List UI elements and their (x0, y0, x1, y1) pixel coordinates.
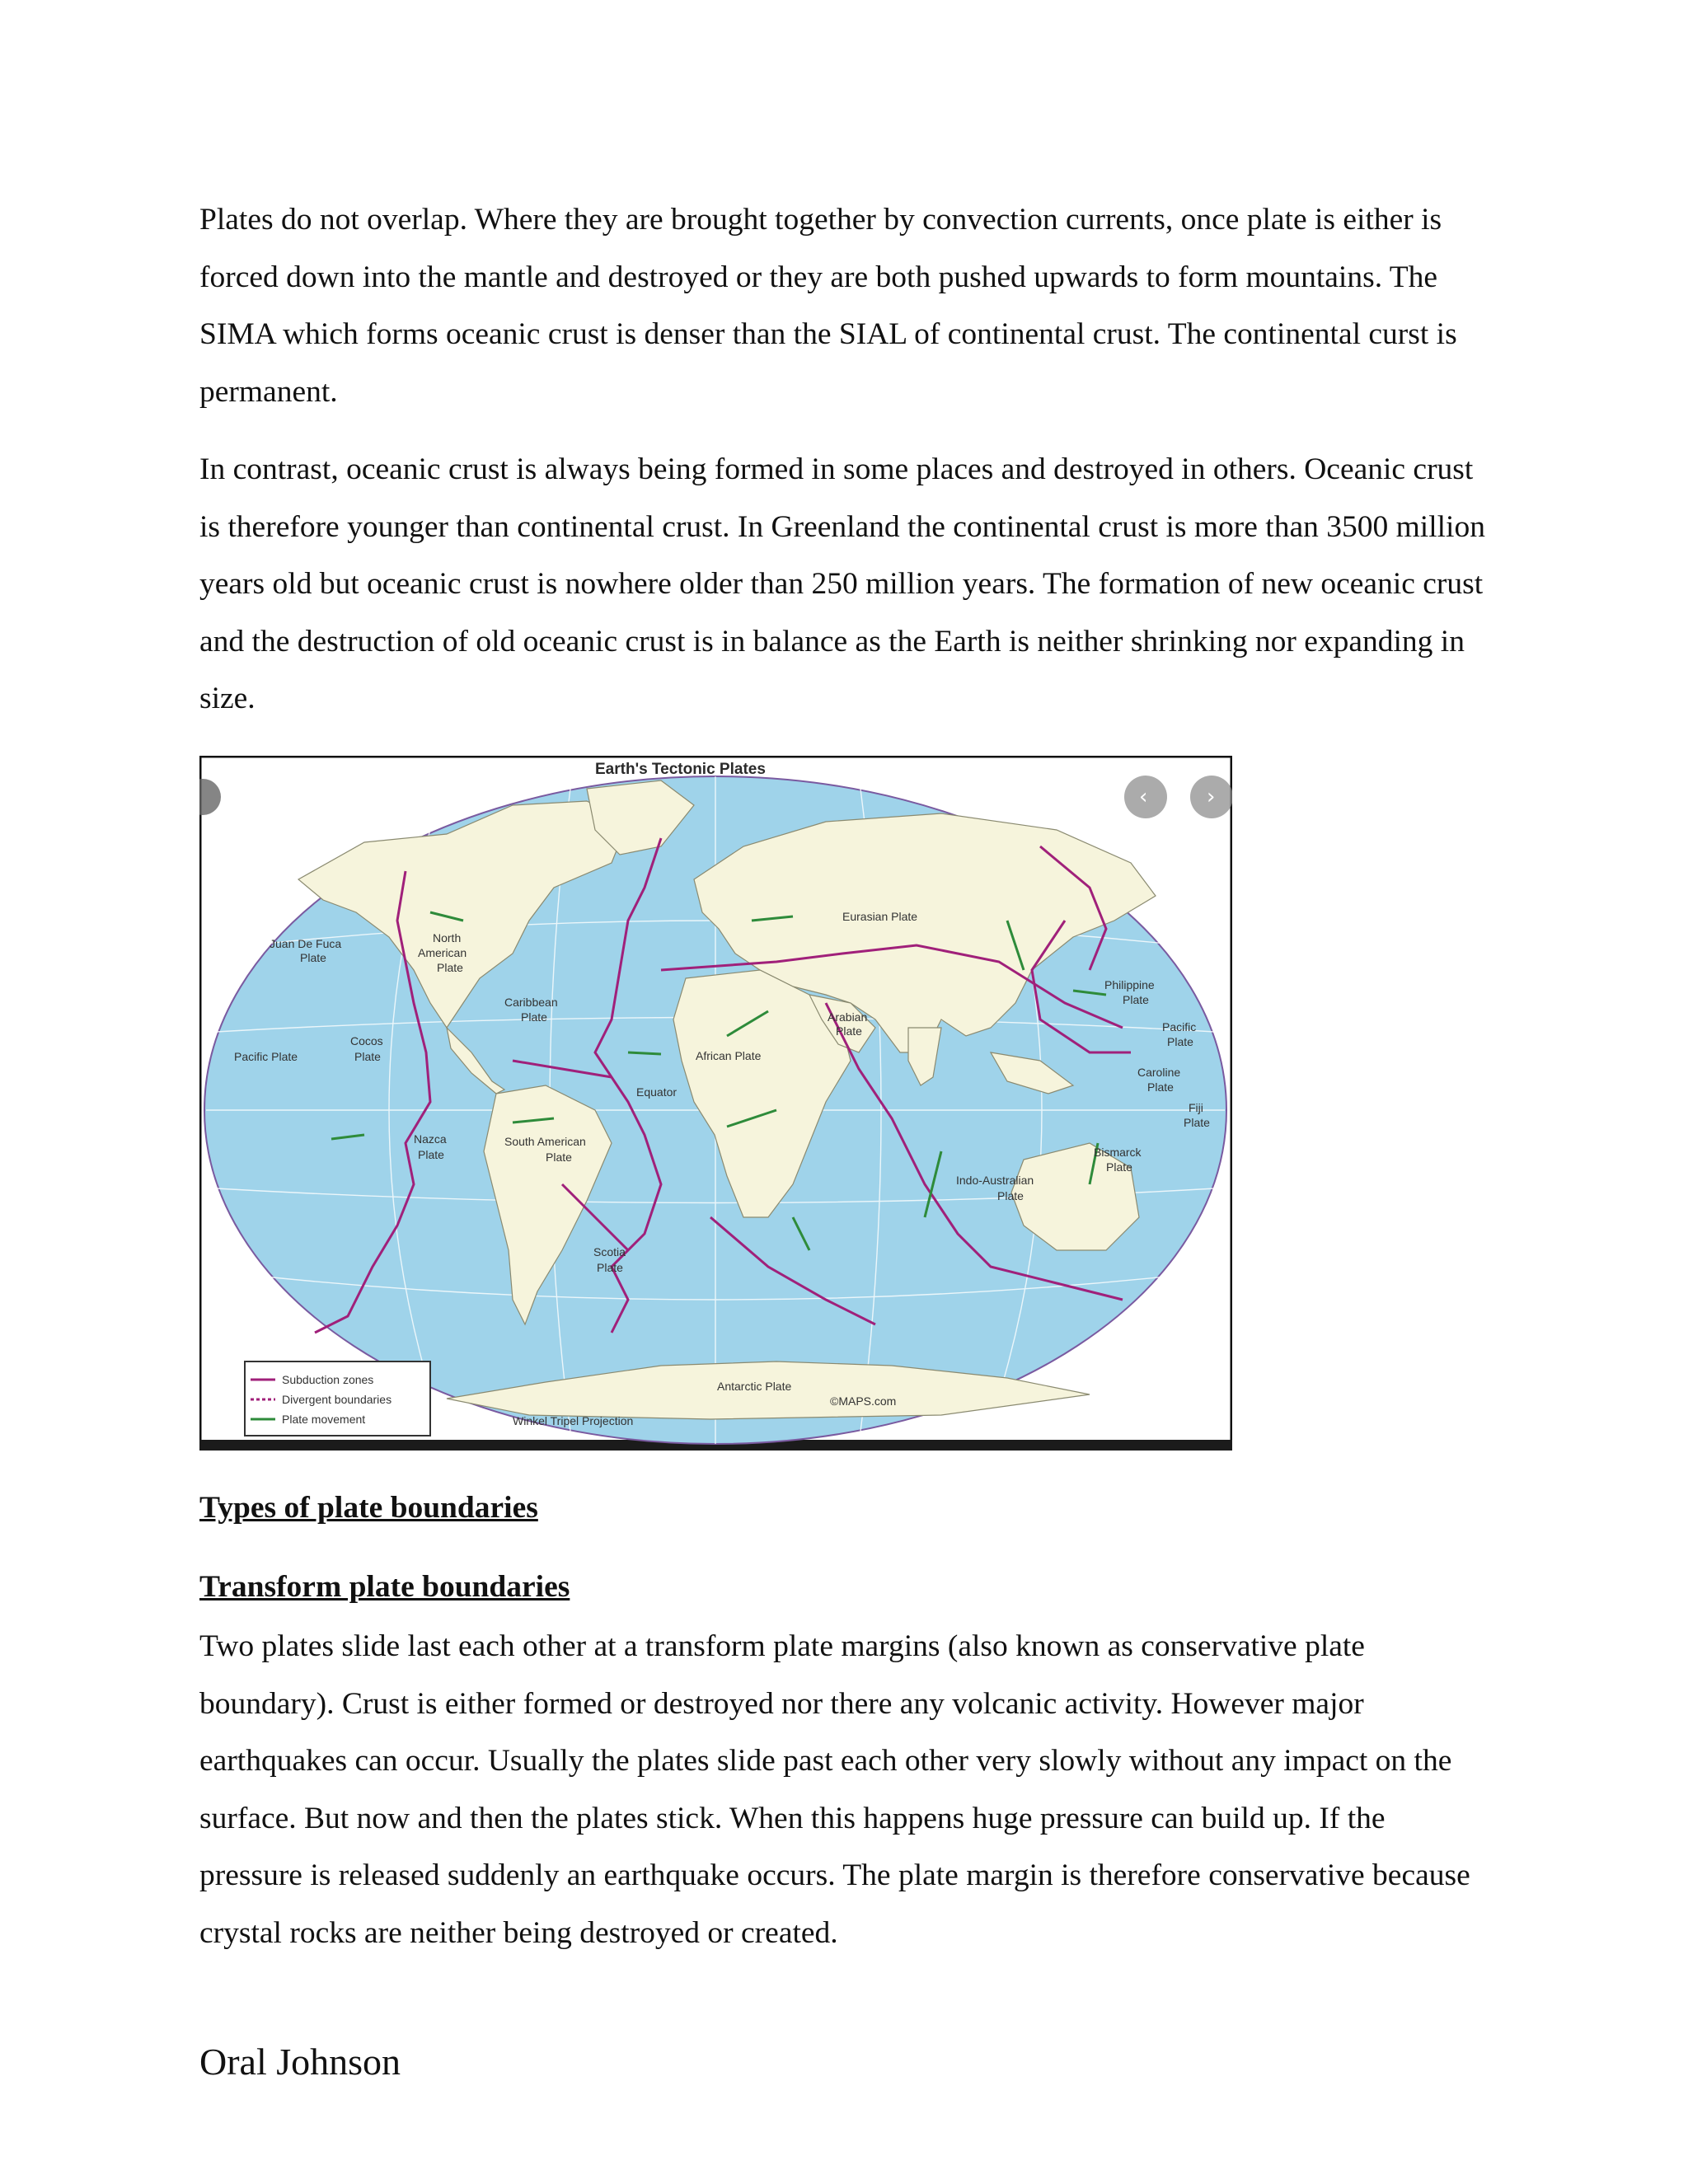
label-pacific-left: Pacific Plate (234, 1050, 298, 1063)
label-arabian: Arabian (828, 1010, 868, 1024)
label-south-american: South American (504, 1135, 586, 1148)
label-indo-australian: Indo-Australian (956, 1174, 1034, 1187)
svg-text:‹: ‹ (1139, 785, 1148, 809)
label-cocos: Cocos (350, 1034, 383, 1047)
label-nazca-2: Plate (418, 1148, 444, 1161)
label-south-american-2: Plate (546, 1151, 572, 1164)
label-bismarck: Bismarck (1094, 1146, 1142, 1159)
label-caroline-2: Plate (1147, 1080, 1174, 1094)
label-bismarck-2: Plate (1106, 1160, 1132, 1174)
label-cocos-2: Plate (354, 1050, 381, 1063)
legend-subduction: Subduction zones (282, 1373, 374, 1386)
label-fiji: Fiji (1189, 1101, 1203, 1114)
paragraph-oceanic-crust: In contrast, oceanic crust is always being formed in some places and destroyed in others. Oceanic crust is therefore younger than continental crust. In Greenland the continental crust is more than 3500 million years old but oceanic crust is nowhere older than 250 million years. The formation of new oceanic crust and the destruction of old oceanic crust is in balance as the Earth is neither shrinking nor expanding in size. (199, 452, 1485, 715)
label-antarctic: Antarctic Plate (717, 1380, 792, 1393)
label-philippine-2: Plate (1123, 993, 1149, 1006)
tectonic-plates-map (199, 756, 1232, 1451)
author-name: Oral Johnson (199, 2041, 401, 2083)
label-indo-australian-2: Plate (997, 1189, 1024, 1202)
label-credit: ©MAPS.com (830, 1394, 897, 1408)
label-north-american-2: American (418, 946, 467, 959)
label-african: African Plate (696, 1049, 762, 1062)
paragraph-plates-overlap: Plates do not overlap. Where they are brought together by convection currents, once plate is either is forced down into the mantle and destroyed or they are both pushed upwards to form mountains. The SIMA which forms oceanic crust is denser than the SIAL of continental crust. The continental curst is permanent. (199, 203, 1457, 409)
label-pacific-right: Pacific (1162, 1020, 1197, 1033)
label-north-american: North (433, 931, 462, 944)
label-caribbean-2: Plate (521, 1010, 547, 1024)
map-title: Earth's Tectonic Plates (595, 761, 766, 778)
label-nazca: Nazca (414, 1132, 447, 1146)
label-scotia: Scotia (593, 1245, 626, 1258)
map-legend (245, 1361, 430, 1436)
label-juan-de-fuca-2: Plate (300, 951, 326, 964)
label-caribbean: Caribbean (504, 996, 558, 1009)
label-projection: Winkel Tripel Projection (513, 1414, 634, 1427)
label-pacific-right-2: Plate (1167, 1035, 1193, 1048)
legend-divergent: Divergent boundaries (282, 1393, 392, 1406)
label-caroline: Caroline (1137, 1066, 1181, 1079)
label-juan-de-fuca: Juan De Fuca (270, 937, 342, 950)
heading-types-of-plate-boundaries: Types of plate boundaries (199, 1491, 538, 1525)
label-north-american-3: Plate (437, 961, 463, 974)
label-arabian-2: Plate (836, 1024, 862, 1038)
label-philippine: Philippine (1104, 978, 1155, 991)
label-fiji-2: Plate (1184, 1116, 1210, 1129)
svg-text:›: › (1207, 785, 1216, 809)
heading-transform-plate-boundaries: Transform plate boundaries (199, 1570, 570, 1604)
paragraph-transform-boundaries: Two plates slide last each other at a transform plate margins (also known as conservative plate boundary). Crust is either formed or destroyed nor there any volcanic activity. However major earthquakes can occur. Usually the plates slide past each other very slowly without any impact on the surface. But now and then the plates stick. When this happens huge pressure can build up. If the pressure is released suddenly an earthquake occurs. The plate margin is therefore conservative because crystal rocks are neither being destroyed or created. (199, 1629, 1470, 1950)
legend-movement: Plate movement (282, 1413, 366, 1426)
label-eurasian: Eurasian Plate (842, 910, 918, 923)
label-equator: Equator (636, 1085, 678, 1099)
label-scotia-2: Plate (597, 1261, 623, 1274)
